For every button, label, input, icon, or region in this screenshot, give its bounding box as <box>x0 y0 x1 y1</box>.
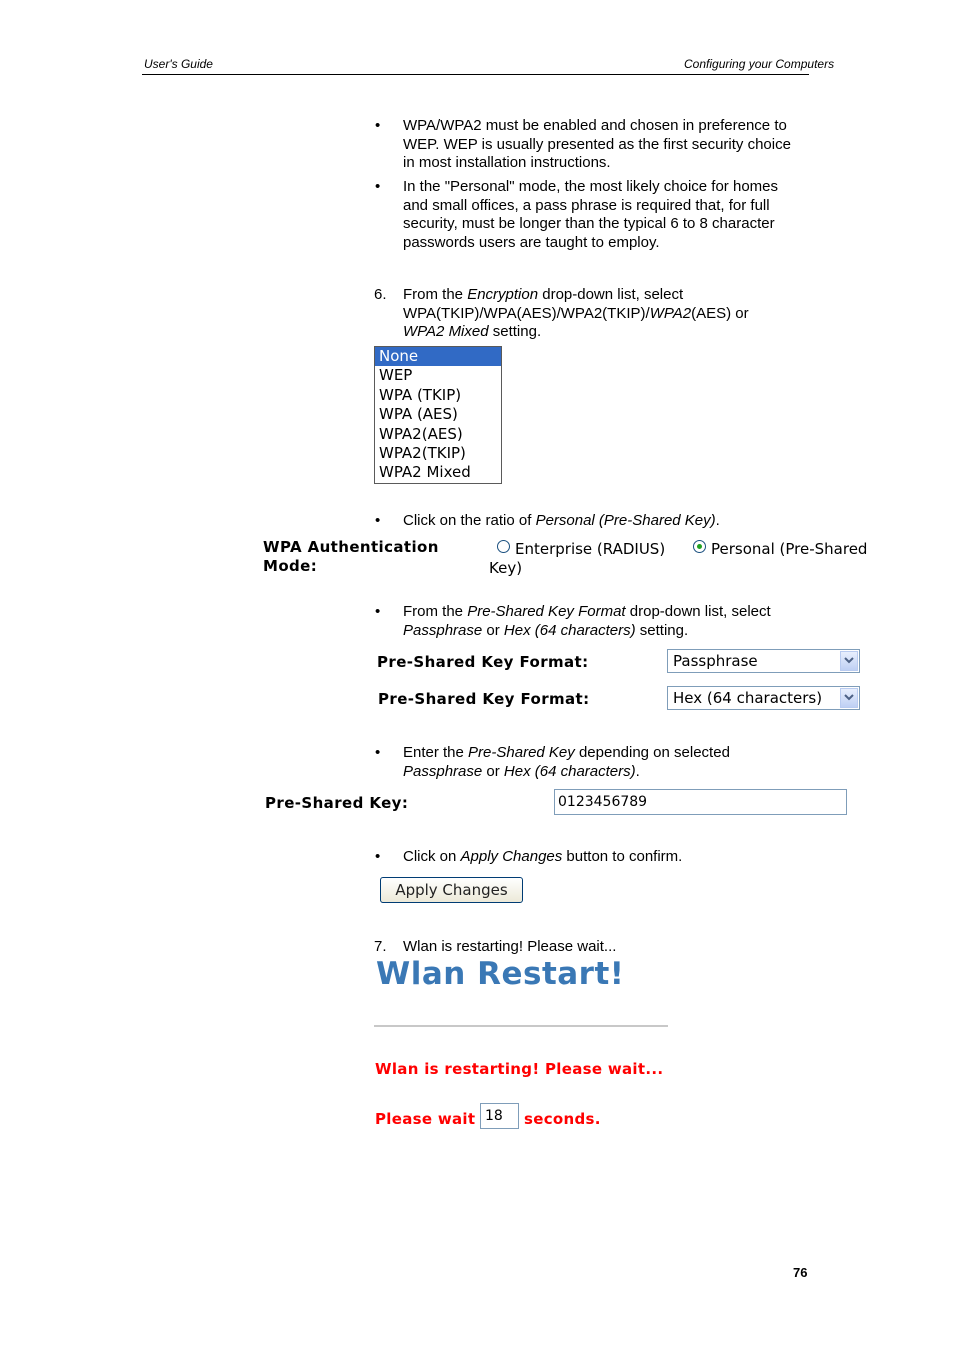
wait-suffix: seconds. <box>524 1110 601 1128</box>
select-value: Hex (64 characters) <box>673 689 823 707</box>
encryption-option-wpa2-aes[interactable]: WPA2(AES) <box>379 424 463 443</box>
select-value: Passphrase <box>673 652 758 670</box>
wait-seconds-field <box>480 1103 519 1129</box>
step-number: 7. <box>374 938 387 955</box>
step-number: 6. <box>374 286 387 303</box>
chevron-down-icon[interactable] <box>840 688 858 708</box>
psk-label: Pre-Shared Key: <box>265 794 409 812</box>
divider <box>374 1025 668 1027</box>
radio-personal-label-cont: Key) <box>489 559 523 577</box>
restart-message: Wlan is restarting! Please wait... <box>375 1060 664 1078</box>
encryption-option-wpa-tkip[interactable]: WPA (TKIP) <box>379 385 462 404</box>
wait-seconds-value: 18 <box>485 1108 503 1124</box>
encryption-option-none[interactable]: None <box>375 347 501 366</box>
bullet-marker: • <box>375 603 381 620</box>
radio-selected-dot <box>697 544 702 549</box>
bullet-enter-text: Enter the Pre-Shared Key depending on selected Passphrase or Hex (64 characters). <box>403 744 730 780</box>
bullet-marker: • <box>375 744 381 761</box>
psk-format-label: Pre-Shared Key Format: <box>377 653 589 671</box>
psk-input[interactable] <box>554 789 847 815</box>
wpa-auth-mode-label: WPA Authentication Mode: <box>263 538 439 575</box>
psk-format-select-hex[interactable] <box>667 686 860 710</box>
bullet-marker: • <box>375 512 381 529</box>
psk-input-value: 0123456789 <box>558 794 648 810</box>
step6-text: From the Encryption drop-down list, select WPA(TKIP)/WPA(AES)/WPA2(TKIP)/WPA2(AES) or WPA2 Mixed setting. <box>403 286 749 340</box>
radio-personal-label: Personal (Pre-Shared <box>711 540 868 558</box>
bullet-apply-text: Click on Apply Changes button to confirm. <box>403 848 683 865</box>
bullet-wpa-preference: WPA/WPA2 must be enabled and chosen in preference to WEP. WEP is usually presented as the first security choice in most installation instructions. <box>403 117 791 171</box>
bullet-marker: • <box>375 117 381 134</box>
step7-text: Wlan is restarting! Please wait... <box>403 938 617 955</box>
bullet-personal-mode: In the "Personal" mode, the most likely choice for homes and small offices, a pass phrase is required that, for full security, must be longer than the typical 6 to 8 character passwords users are taught to employ. <box>403 178 778 251</box>
encryption-option-wep[interactable]: WEP <box>379 366 413 385</box>
psk-format-label: Pre-Shared Key Format: <box>378 690 590 708</box>
wait-prefix: Please wait <box>375 1110 476 1128</box>
bullet-marker: • <box>375 178 381 195</box>
wlan-restart-title: Wlan Restart! <box>376 956 625 992</box>
header-right: Configuring your Computers <box>684 57 835 71</box>
psk-format-select-passphrase[interactable] <box>667 649 860 673</box>
header-rule <box>142 74 809 75</box>
bullet-marker: • <box>375 848 381 865</box>
radio-enterprise-label: Enterprise (RADIUS) <box>515 540 666 558</box>
encryption-option-wpa2-mixed[interactable]: WPA2 Mixed <box>379 463 471 482</box>
apply-changes-button[interactable]: Apply Changes <box>380 877 523 903</box>
radio-personal[interactable] <box>693 540 706 553</box>
chevron-down-icon[interactable] <box>840 651 858 671</box>
radio-enterprise[interactable] <box>497 540 510 553</box>
bullet-ratio-text: Click on the ratio of Personal (Pre-Shared Key). <box>403 512 720 529</box>
encryption-option-wpa2-tkip[interactable]: WPA2(TKIP) <box>379 443 466 462</box>
page-number: 76 <box>793 1265 808 1280</box>
bullet-format-text: From the Pre-Shared Key Format drop-down list, select Passphrase or Hex (64 characters) setting. <box>403 603 771 639</box>
header-left: User's Guide <box>144 57 213 71</box>
encryption-option-wpa-aes[interactable]: WPA (AES) <box>379 405 458 424</box>
encryption-listbox[interactable] <box>374 346 502 484</box>
